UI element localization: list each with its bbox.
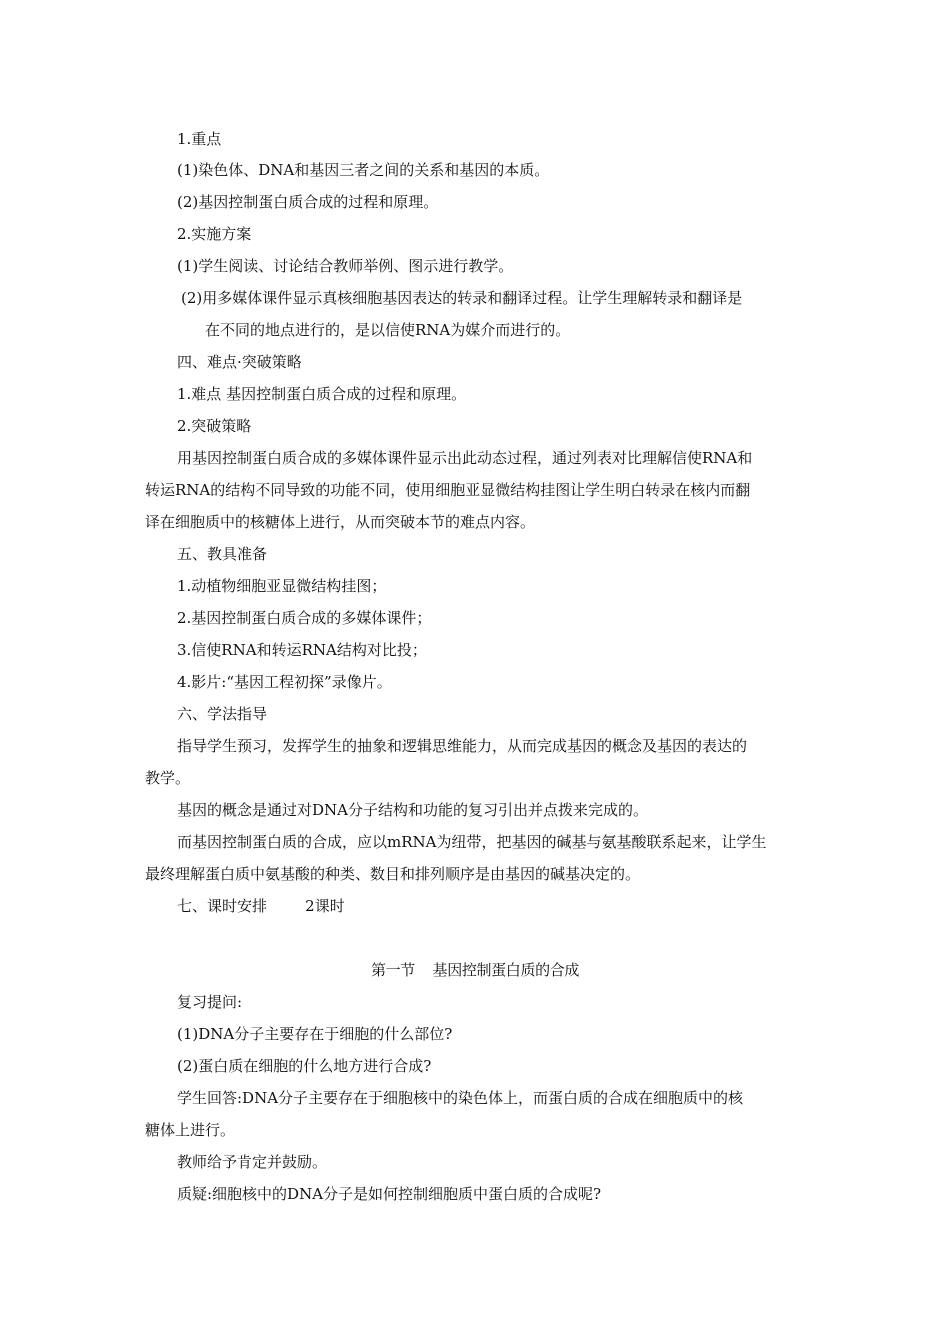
implementation-2-cont: 在不同的地点进行的，是以信使RNA为媒介而进行的。: [205, 321, 571, 339]
section-heading-7: 七、课时安排 2课时: [177, 897, 345, 915]
method-para-1-cont: 教学。: [145, 769, 191, 787]
heading-key-points: 1.重点: [177, 130, 222, 148]
key-point-2: (2)基因控制蛋白质合成的过程和原理。: [177, 193, 439, 211]
method-para-1: 指导学生预习，发挥学生的抽象和逻辑思维能力，从而完成基因的概念及基因的表达的: [177, 737, 748, 755]
strategy-para-2: 转运RNA的结构不同导致的功能不同，使用细胞亚显微结构挂图让学生明白转录在核内而翻: [145, 481, 751, 499]
student-answer-cont: 糖体上进行。: [145, 1121, 236, 1139]
key-point-1: (1)染色体、DNA和基因三者之间的关系和基因的本质。: [177, 161, 550, 179]
heading-strategy: 2.突破策略: [177, 417, 252, 435]
difficulty: 1.难点 基因控制蛋白质合成的过程和原理。: [177, 385, 467, 403]
student-answer: 学生回答:DNA分子主要存在于细胞核中的染色体上，而蛋白质的合成在细胞质中的核: [177, 1089, 744, 1107]
tool-item-2: 2.基因控制蛋白质合成的多媒体课件；: [177, 609, 432, 627]
implementation-2: (2)用多媒体课件显示真核细胞基因表达的转录和翻译过程。让学生理解转录和翻译是: [181, 289, 743, 307]
lesson-title: 第一节 基因控制蛋白质的合成: [370, 961, 580, 979]
tool-item-3: 3.信使RNA和转运RNA结构对比投；: [177, 641, 427, 659]
question-prompt: 质疑:细胞核中的DNA分子是如何控制细胞质中蛋白质的合成呢?: [177, 1185, 602, 1203]
strategy-para-1: 用基因控制蛋白质合成的多媒体课件显示出此动态过程，通过列表对比理解信使RNA和: [177, 449, 753, 467]
review-question-2: (2)蛋白质在细胞的什么地方进行合成?: [177, 1057, 432, 1075]
section-heading-5: 五、教具准备: [177, 545, 268, 563]
method-para-3-cont: 最终理解蛋白质中氨基酸的种类、数目和排列顺序是由基因的碱基决定的。: [145, 865, 641, 883]
implementation-1: (1)学生阅读、讨论结合教师举例、图示进行教学。: [177, 257, 514, 275]
tool-item-4: 4.影片:“基因工程初探”录像片。: [177, 673, 392, 691]
tool-item-1: 1.动植物细胞亚显微结构挂图；: [177, 577, 387, 595]
teacher-feedback: 教师给予肯定并鼓励。: [177, 1153, 328, 1171]
section-heading-6: 六、学法指导: [177, 705, 268, 723]
review-question-1: (1)DNA分子主要存在于细胞的什么部位?: [177, 1025, 453, 1043]
section-heading-4: 四、难点·突破策略: [177, 353, 302, 371]
method-para-3: 而基因控制蛋白质的合成，应以mRNA为纽带，把基因的碱基与氨基酸联系起来，让学生: [177, 833, 767, 851]
review-questions-heading: 复习提问:: [177, 993, 243, 1011]
strategy-para-3: 译在细胞质中的核糖体上进行，从而突破本节的难点内容。: [145, 513, 536, 531]
heading-implementation: 2.实施方案: [177, 225, 252, 243]
method-para-2: 基因的概念是通过对DNA分子结构和功能的复习引出并点拨来完成的。: [177, 801, 648, 819]
